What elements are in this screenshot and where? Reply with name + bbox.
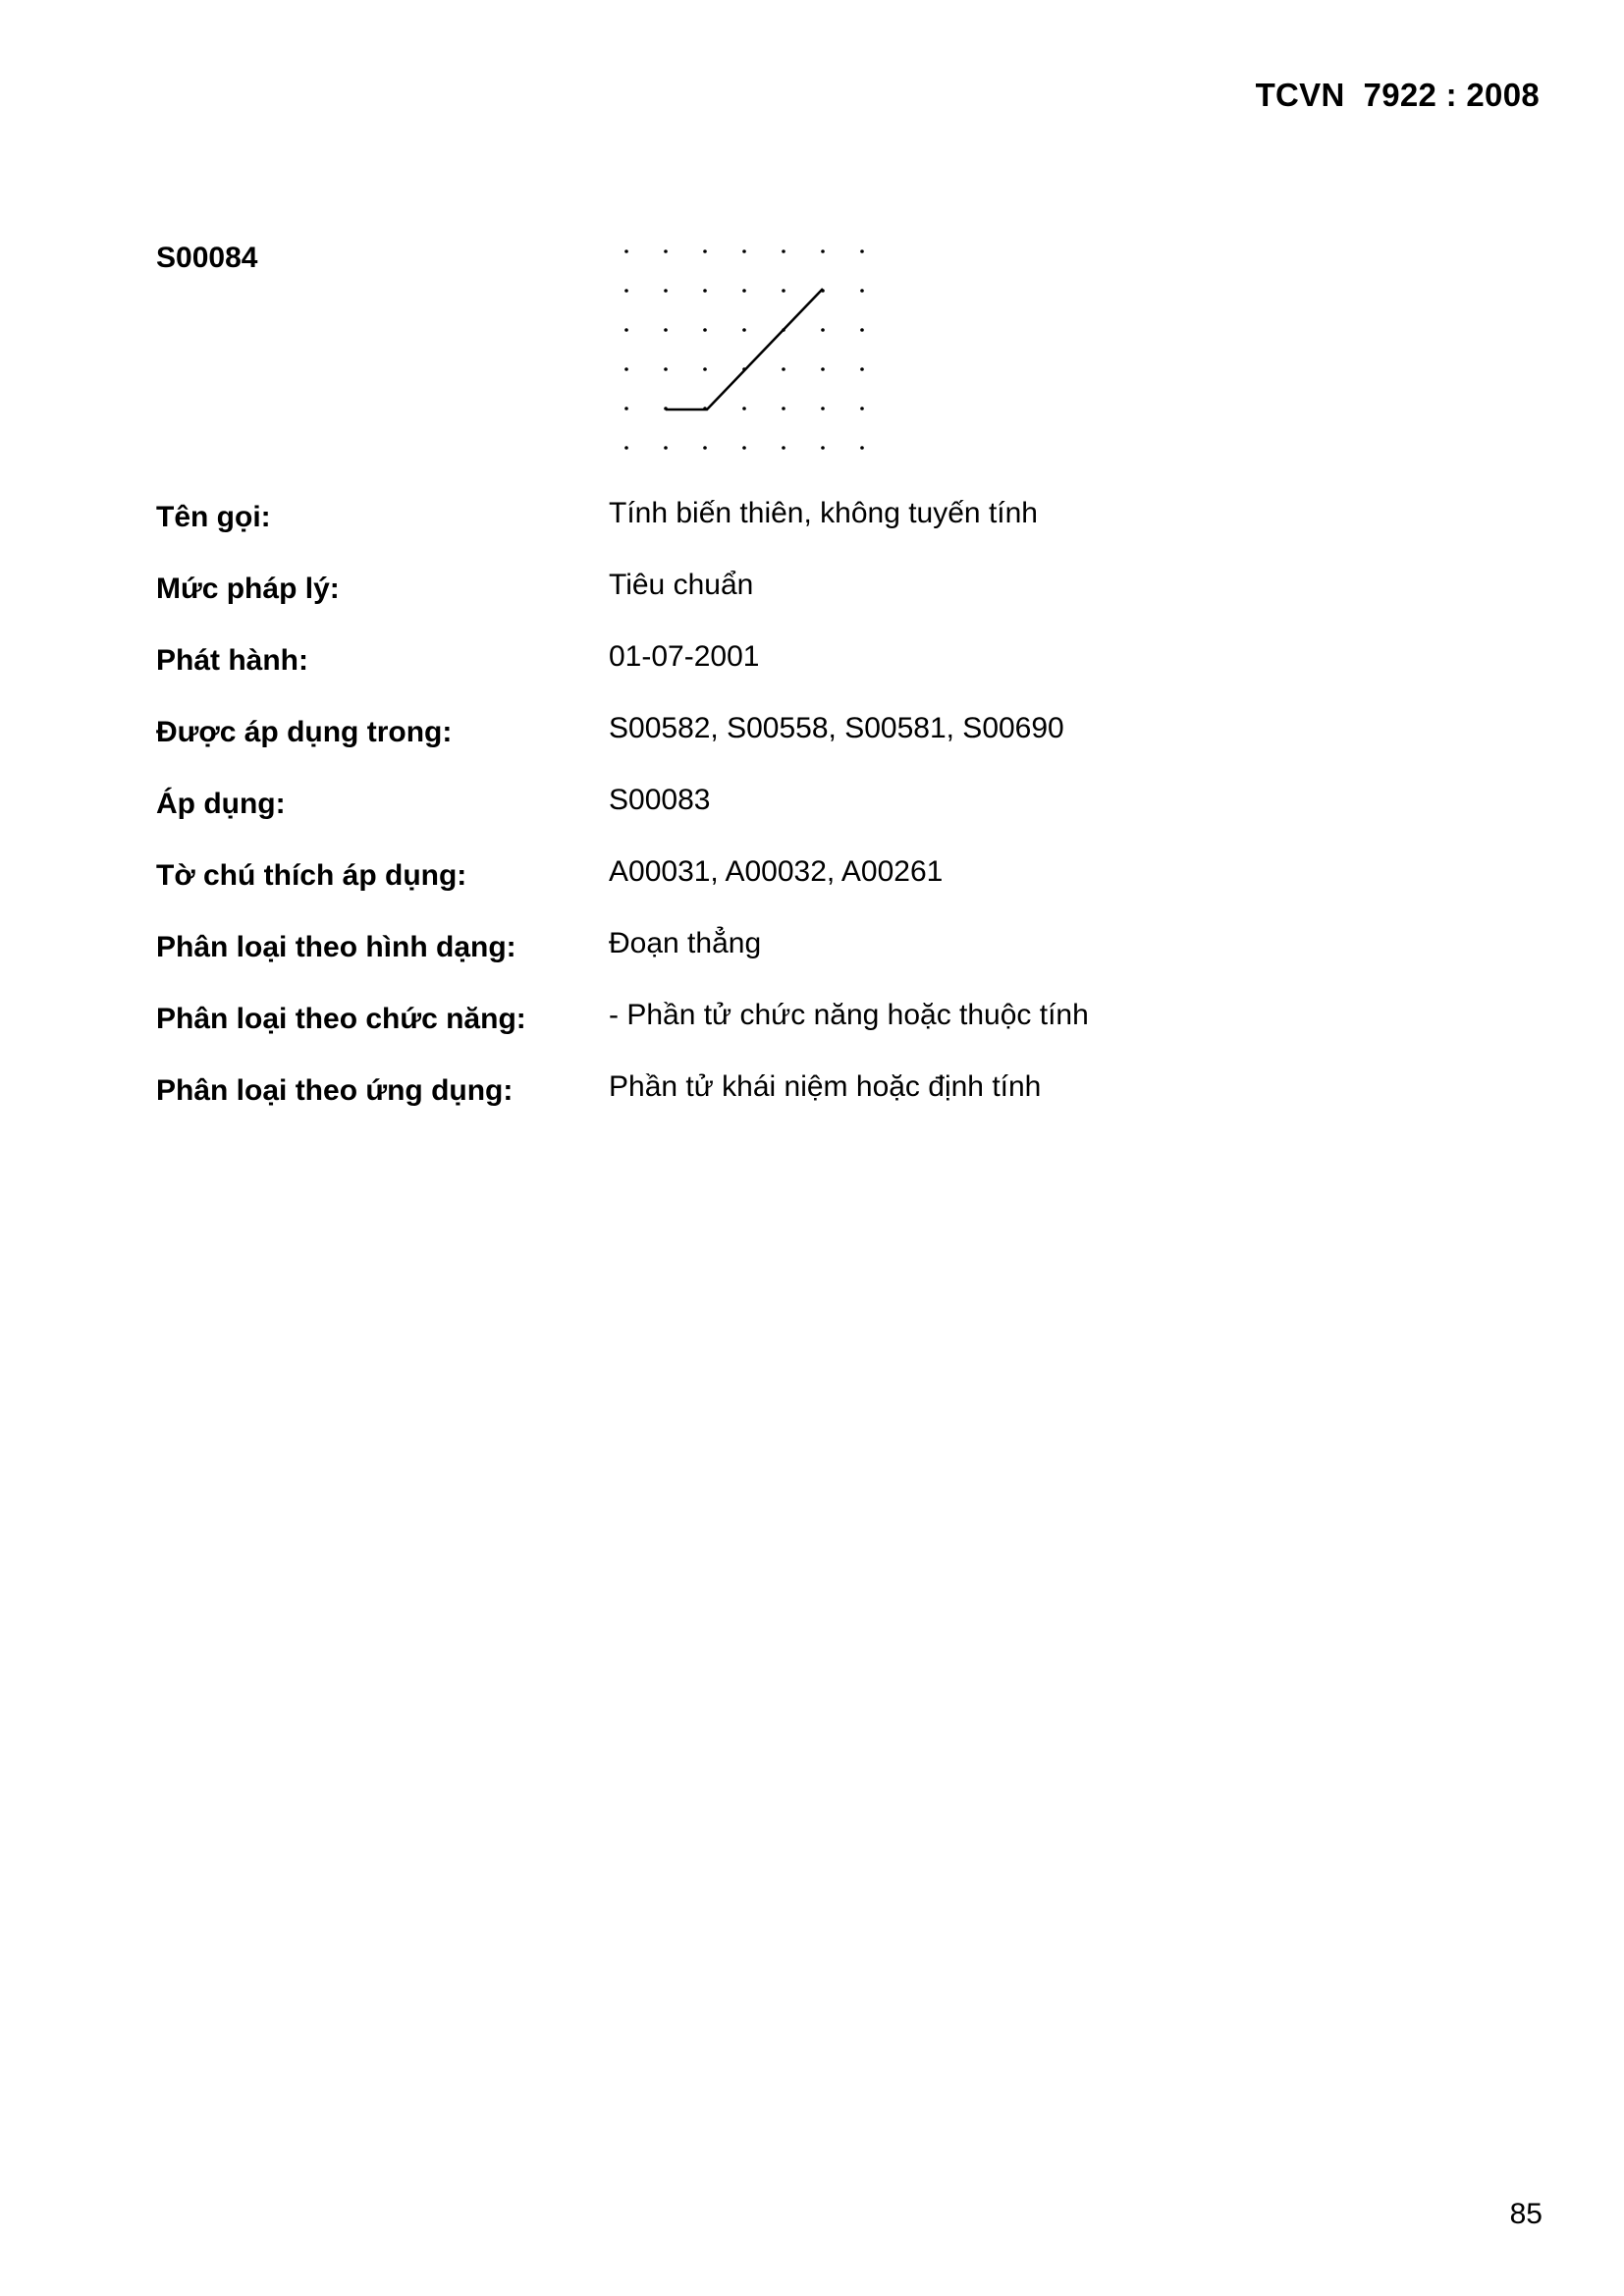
field-label: Phân loại theo chức năng: bbox=[156, 1003, 526, 1035]
field-label: Phát hành: bbox=[156, 644, 308, 677]
page-number: 85 bbox=[1509, 2198, 1543, 2230]
field-label: Tờ chú thích áp dụng: bbox=[156, 859, 467, 892]
field-application-class bbox=[156, 1070, 1433, 1146]
field-label: Mức pháp lý: bbox=[156, 573, 340, 605]
field-value: S00582, S00558, S00581, S00690 bbox=[609, 712, 1064, 744]
grid-dot bbox=[664, 367, 668, 371]
grid-dot bbox=[782, 367, 785, 371]
field-label: Phân loại theo ứng dụng: bbox=[156, 1074, 514, 1107]
grid-dot bbox=[624, 407, 628, 410]
grid-dot bbox=[742, 289, 746, 293]
grid-dot bbox=[664, 289, 668, 293]
field-name bbox=[156, 497, 1433, 573]
grid-dot bbox=[821, 367, 825, 371]
grid-dot bbox=[782, 249, 785, 253]
grid-dot bbox=[821, 249, 825, 253]
symbol-properties bbox=[156, 497, 1433, 1146]
grid-dot bbox=[860, 367, 864, 371]
grid-dot bbox=[624, 367, 628, 371]
field-application-notes bbox=[156, 855, 1433, 931]
grid-dot bbox=[742, 328, 746, 332]
grid-dot bbox=[624, 328, 628, 332]
grid-dot bbox=[664, 446, 668, 450]
grid-dot bbox=[742, 446, 746, 450]
field-label: Áp dụng: bbox=[156, 788, 286, 820]
field-label: Phân loại theo hình dạng: bbox=[156, 931, 516, 963]
grid-dot bbox=[821, 446, 825, 450]
grid-dot bbox=[624, 446, 628, 450]
grid-dot bbox=[821, 328, 825, 332]
field-value: - Phần tử chức năng hoặc thuộc tính bbox=[609, 999, 1089, 1031]
grid-dot bbox=[742, 407, 746, 410]
field-label: Tên gọi: bbox=[156, 501, 271, 533]
field-value: Đoạn thẳng bbox=[609, 927, 762, 959]
field-value: 01-07-2001 bbox=[609, 640, 760, 673]
document-standard-number: TCVN 7922 : 2008 bbox=[1255, 77, 1540, 113]
field-value: S00083 bbox=[609, 784, 711, 816]
dot-grid bbox=[624, 249, 864, 450]
symbol-line bbox=[666, 289, 823, 410]
grid-dot bbox=[664, 249, 668, 253]
field-label: Được áp dụng trong: bbox=[156, 716, 453, 748]
grid-dot bbox=[703, 446, 707, 450]
grid-dot bbox=[703, 328, 707, 332]
grid-dot bbox=[782, 289, 785, 293]
grid-dot bbox=[860, 289, 864, 293]
grid-dot bbox=[664, 328, 668, 332]
grid-dot bbox=[782, 407, 785, 410]
grid-dot bbox=[703, 289, 707, 293]
grid-dot bbox=[860, 328, 864, 332]
grid-dot bbox=[624, 289, 628, 293]
field-value: A00031, A00032, A00261 bbox=[609, 855, 944, 888]
grid-dot bbox=[821, 407, 825, 410]
grid-dot bbox=[782, 446, 785, 450]
grid-dot bbox=[860, 249, 864, 253]
grid-dot bbox=[703, 249, 707, 253]
field-function-class bbox=[156, 999, 1433, 1074]
field-value: Phần tử khái niệm hoặc định tính bbox=[609, 1070, 1042, 1103]
field-applies bbox=[156, 784, 1433, 859]
grid-dot bbox=[742, 249, 746, 253]
grid-dot bbox=[860, 407, 864, 410]
field-value: Tiêu chuẩn bbox=[609, 569, 754, 601]
grid-dot bbox=[624, 249, 628, 253]
grid-dot bbox=[703, 367, 707, 371]
field-release-date bbox=[156, 640, 1433, 716]
field-applied-in bbox=[156, 712, 1433, 788]
symbol-code: S00084 bbox=[156, 242, 258, 274]
field-value: Tính biến thiên, không tuyến tính bbox=[609, 497, 1038, 529]
grid-dot bbox=[860, 446, 864, 450]
field-legal-level bbox=[156, 569, 1433, 644]
nonlinear-variability-symbol-icon bbox=[609, 238, 884, 464]
field-shape-class bbox=[156, 927, 1433, 1003]
